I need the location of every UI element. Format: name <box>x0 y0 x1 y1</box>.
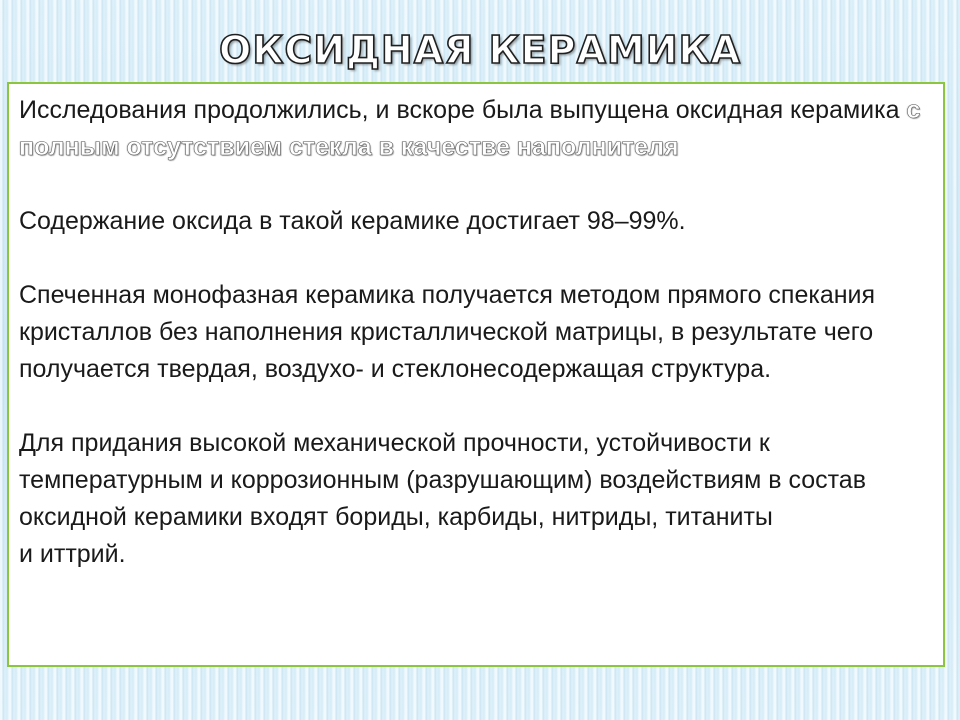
paragraph-4-ending: и иттрий. <box>19 540 126 568</box>
paragraph-2: Содержание оксида в такой керамике достигает 98–99%. <box>19 207 686 235</box>
content-box <box>7 82 945 667</box>
paragraph-1 <box>19 92 933 166</box>
paragraph-4 <box>19 425 933 573</box>
paragraph-3: Спеченная монофазная керамика получается методом прямого спекания кристаллов без наполнения кристаллической матрицы, в результате чего получается твердая, воздухо- и стеклонесодержащая структура. <box>19 281 876 383</box>
paragraph-4-text: Для придания высокой механической прочности, устойчивости к температурным и коррозионным (разрушающим) воздействиям в состав оксидной керамики входят бориды, карбиды, нитриды, титаниты <box>19 429 866 531</box>
paragraph-1-text: Исследования продолжились, и вскоре была выпущена оксидная керамика <box>19 96 907 124</box>
paragraph-1-emphasis: с полным отсутствием стекла в качестве наполнителя <box>19 96 921 161</box>
slide-title: ОКСИДНАЯ КЕРАМИКА <box>219 28 741 72</box>
